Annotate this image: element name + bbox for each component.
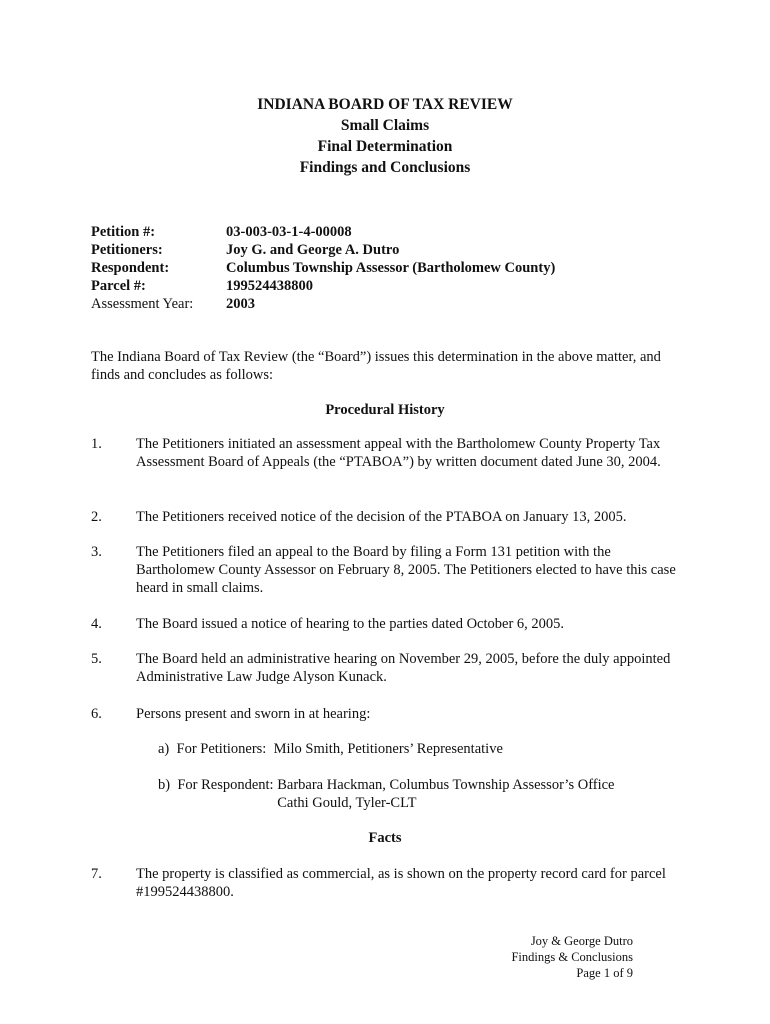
paragraph-text: The property is classified as commercial, as is shown on the property record card for parcel #199524438800. — [136, 866, 666, 900]
paragraph-text: Persons present and sworn in at hearing: — [136, 706, 371, 722]
paragraph-3 — [91, 543, 681, 597]
attendee-petitioners — [158, 740, 678, 758]
attendee-names — [274, 740, 503, 758]
paragraph-text: The Board issued a notice of hearing to the parties dated October 6, 2005. — [136, 616, 565, 632]
section-heading-facts: Facts — [368, 830, 402, 846]
paragraph-5 — [91, 650, 681, 686]
paragraph-text: The Board held an administrative hearing on November 29, 2005, before the duly appointed Administrative Law Judge Alyson Kunack. — [136, 651, 671, 685]
paragraph-4 — [91, 615, 681, 633]
attendee-name: Barbara Hackman, Columbus Township Assessor’s Office — [277, 777, 615, 793]
section-heading-procedural-history: Procedural History — [325, 402, 445, 418]
attendee-name: Milo Smith, Petitioners’ Representative — [273, 741, 503, 757]
meta-label: Petition #: — [91, 224, 156, 240]
paragraph-number: 7. — [91, 866, 102, 882]
paragraph-number: 5. — [91, 651, 102, 667]
paragraph-number: 3. — [91, 544, 102, 560]
paragraph-2 — [91, 508, 681, 526]
meta-row-respondent — [91, 259, 555, 277]
case-metadata — [91, 223, 555, 313]
paragraph-number: 1. — [91, 436, 102, 452]
paragraph-text: The Petitioners filed an appeal to the Board by filing a Form 131 petition with the Bartholomew County Assessor on February 8, 2005. The Petitioners elected to have this case heard in small claims. — [136, 544, 676, 596]
footer-case-name: Joy & George Dutro — [530, 934, 633, 948]
page-footer — [511, 933, 633, 981]
paragraph-7 — [91, 865, 681, 901]
meta-row-petition — [91, 223, 555, 241]
document-title-block — [0, 94, 770, 178]
claim-type: Small Claims — [340, 117, 430, 134]
attendee-label: a) For Petitioners: — [158, 741, 274, 757]
paragraph-text: The Petitioners received notice of the decision of the PTABOA on January 13, 2005. — [136, 509, 627, 525]
meta-value: 199524438800 — [226, 278, 313, 294]
paragraph-text: The Petitioners initiated an assessment appeal with the Bartholomew County Property Tax Assessment Board of Appeals (the “PTABOA”) by written document dated June 30, 2004. — [136, 436, 661, 470]
meta-value: 2003 — [226, 296, 255, 312]
attendee-name: Cathi Gould, Tyler-CLT — [277, 795, 417, 811]
attendee-names — [277, 776, 614, 812]
paragraph-number: 6. — [91, 706, 102, 722]
meta-row-parcel — [91, 277, 555, 295]
attendee-respondent — [158, 776, 678, 812]
paragraph-number: 2. — [91, 509, 102, 525]
paragraph-number: 4. — [91, 616, 102, 632]
page-number: Page 1 of 9 — [576, 966, 633, 980]
attendee-label: b) For Respondent: — [158, 777, 278, 793]
meta-label: Respondent: — [91, 260, 170, 276]
paragraph-1 — [91, 435, 681, 471]
board-name: INDIANA BOARD OF TAX REVIEW — [257, 96, 513, 113]
determination-title: Final Determination — [317, 138, 453, 155]
paragraph-6 — [91, 705, 681, 723]
intro-paragraph: The Indiana Board of Tax Review (the “Board”) issues this determination in the above matter, and finds and concludes as follows: — [91, 349, 661, 383]
meta-label: Assessment Year: — [91, 296, 194, 312]
meta-value: Columbus Township Assessor (Bartholomew County) — [226, 260, 556, 276]
footer-document-type: Findings & Conclusions — [511, 950, 633, 964]
meta-value: Joy G. and George A. Dutro — [226, 242, 400, 258]
meta-row-assessment-year — [91, 295, 555, 313]
findings-title: Findings and Conclusions — [299, 159, 471, 176]
meta-row-petitioners — [91, 241, 555, 259]
meta-value: 03-003-03-1-4-00008 — [226, 224, 352, 240]
meta-label: Parcel #: — [91, 278, 146, 294]
meta-label: Petitioners: — [91, 242, 163, 258]
